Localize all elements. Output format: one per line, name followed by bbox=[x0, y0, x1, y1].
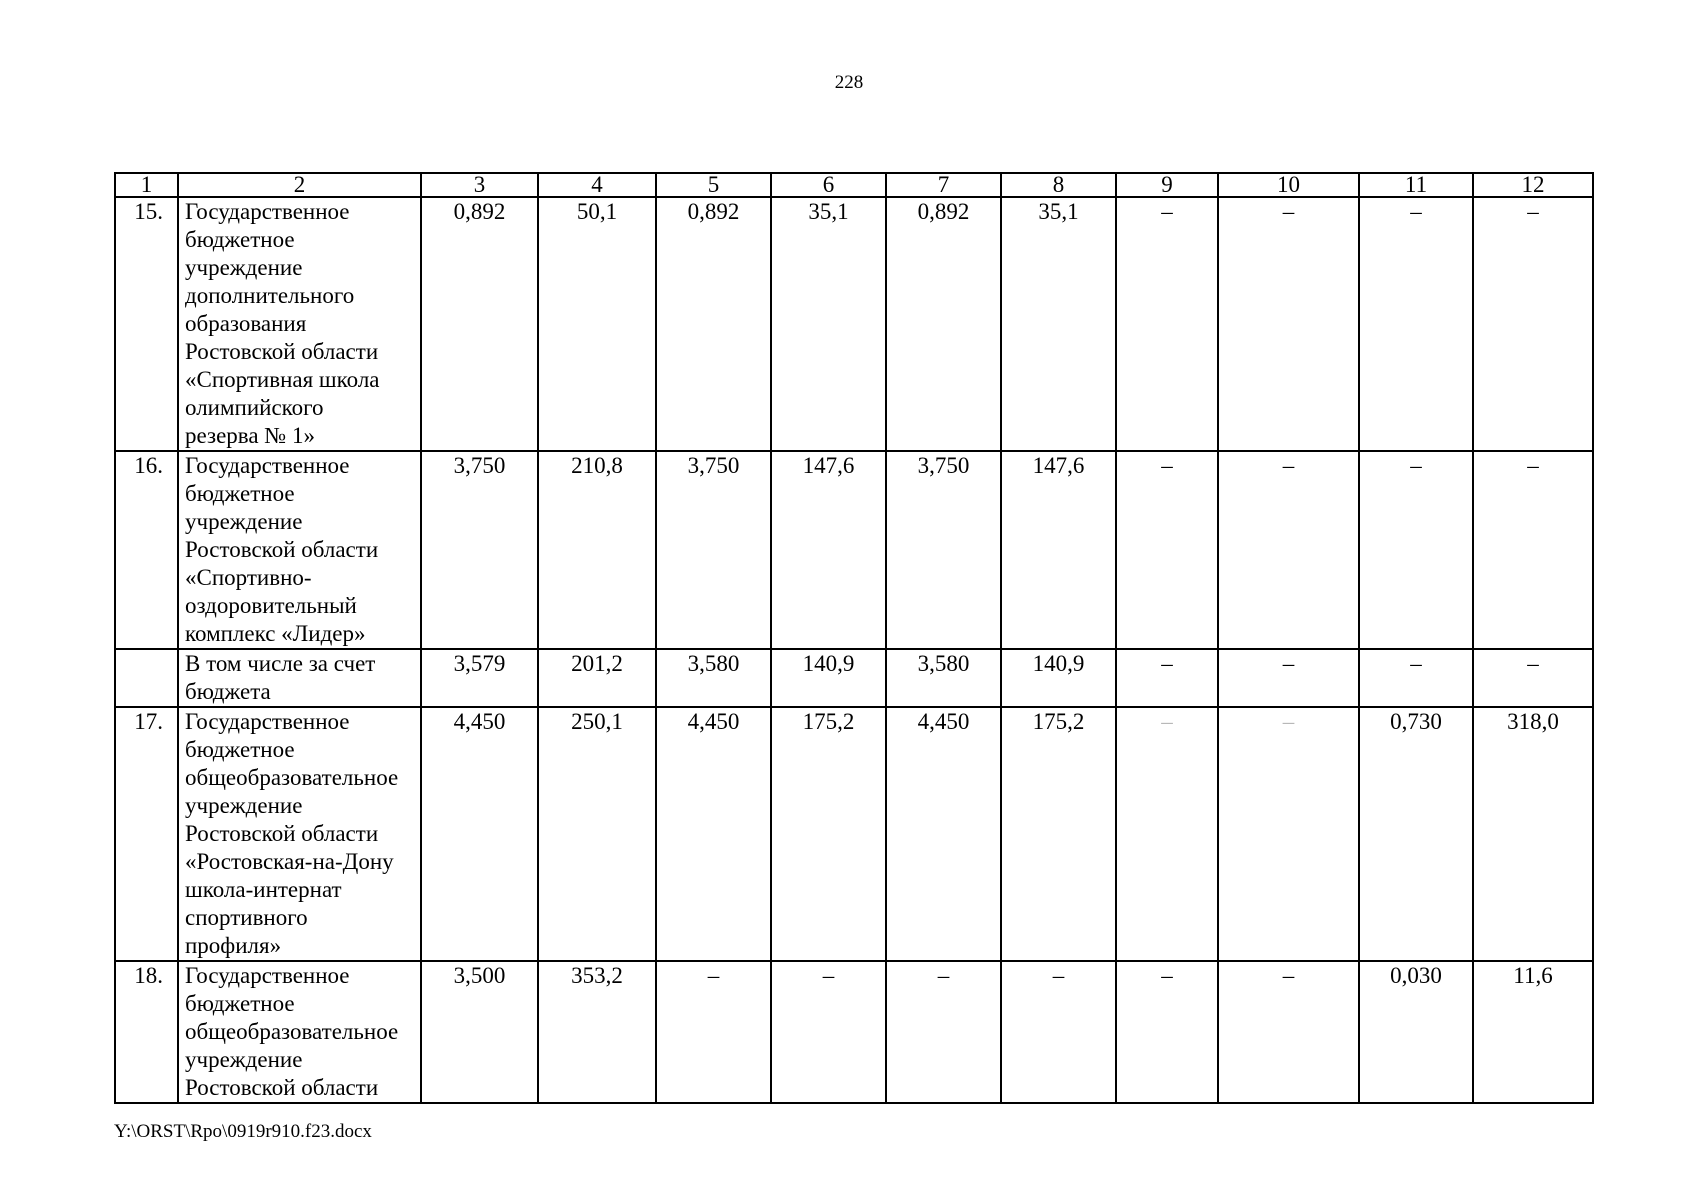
value-cell: 3,750 bbox=[421, 451, 538, 649]
value-cell: 250,1 bbox=[538, 707, 656, 961]
institution-name-line: комплекс «Лидер» bbox=[185, 621, 366, 646]
institution-name-line: бюджетное bbox=[185, 227, 295, 252]
value-cell: 147,6 bbox=[1001, 451, 1116, 649]
column-header: 3 bbox=[421, 173, 538, 197]
table-row bbox=[115, 707, 1593, 961]
column-header: 4 bbox=[538, 173, 656, 197]
institution-name-line: В том числе за счет bbox=[185, 651, 376, 676]
value-cell: – bbox=[886, 961, 1001, 1103]
value-cell: 11,6 bbox=[1473, 961, 1593, 1103]
table-body bbox=[115, 197, 1593, 1103]
institution-name-line: учреждение bbox=[185, 255, 303, 280]
footer-file-path: Y:\ORST\Rpo\0919r910.f23.docx bbox=[114, 1121, 372, 1142]
institution-name-line: бюджетное bbox=[185, 737, 295, 762]
institution-name-line: спортивного bbox=[185, 905, 308, 930]
value-cell: – bbox=[1218, 961, 1359, 1103]
value-cell: – bbox=[1359, 649, 1473, 707]
institution-name-line: дополнительного bbox=[185, 283, 355, 308]
value-cell: – bbox=[771, 961, 886, 1103]
column-header: 12 bbox=[1473, 173, 1593, 197]
value-cell: 353,2 bbox=[538, 961, 656, 1103]
value-cell: 4,450 bbox=[656, 707, 771, 961]
value-cell: 50,1 bbox=[538, 197, 656, 451]
institution-name bbox=[178, 707, 421, 961]
value-cell: 35,1 bbox=[1001, 197, 1116, 451]
table-row bbox=[115, 649, 1593, 707]
value-cell: 35,1 bbox=[771, 197, 886, 451]
institution-name-line: резерва № 1» bbox=[185, 423, 315, 448]
institution-name bbox=[178, 961, 421, 1103]
institution-name-line: бюджетное bbox=[185, 991, 295, 1016]
column-header: 2 bbox=[178, 173, 421, 197]
institution-name-line: учреждение bbox=[185, 509, 303, 534]
value-cell: – bbox=[1473, 649, 1593, 707]
value-cell: 318,0 bbox=[1473, 707, 1593, 961]
row-number: 17. bbox=[115, 707, 178, 961]
value-cell: 3,500 bbox=[421, 961, 538, 1103]
value-cell: 0,892 bbox=[656, 197, 771, 451]
institution-name-line: школа-интернат bbox=[185, 877, 342, 902]
value-cell: – bbox=[1359, 451, 1473, 649]
institution-name-line: образования bbox=[185, 311, 307, 336]
institution-name-line: профиля» bbox=[185, 933, 282, 958]
value-cell: 3,750 bbox=[886, 451, 1001, 649]
value-cell: 4,450 bbox=[886, 707, 1001, 961]
header-row bbox=[115, 173, 1593, 197]
value-cell: – bbox=[1116, 451, 1218, 649]
column-header: 6 bbox=[771, 173, 886, 197]
value-cell: 0,892 bbox=[421, 197, 538, 451]
value-cell: 0,030 bbox=[1359, 961, 1473, 1103]
institution-name-line: бюджета bbox=[185, 679, 271, 704]
column-header: 9 bbox=[1116, 173, 1218, 197]
institution-name-line: «Спортивная школа bbox=[185, 367, 380, 392]
table-row bbox=[115, 961, 1593, 1103]
column-header: 1 bbox=[115, 173, 178, 197]
value-cell: 3,579 bbox=[421, 649, 538, 707]
institution-name-line: общеобразовательное bbox=[185, 1019, 399, 1044]
value-cell: 140,9 bbox=[771, 649, 886, 707]
value-cell: 0,730 bbox=[1359, 707, 1473, 961]
value-cell: – bbox=[1359, 197, 1473, 451]
value-cell: – bbox=[1001, 961, 1116, 1103]
value-cell: – bbox=[1218, 451, 1359, 649]
value-cell: 4,450 bbox=[421, 707, 538, 961]
value-cell: – bbox=[1116, 961, 1218, 1103]
institution-name-line: Государственное bbox=[185, 453, 350, 478]
value-cell: 175,2 bbox=[771, 707, 886, 961]
institution-name bbox=[178, 649, 421, 707]
value-cell: 175,2 bbox=[1001, 707, 1116, 961]
table-row bbox=[115, 451, 1593, 649]
column-header: 7 bbox=[886, 173, 1001, 197]
value-cell: 3,580 bbox=[886, 649, 1001, 707]
institution-name-line: учреждение bbox=[185, 1047, 303, 1072]
row-number bbox=[115, 649, 178, 707]
value-cell: – bbox=[1116, 649, 1218, 707]
value-cell: – bbox=[1473, 451, 1593, 649]
institution-name-line: Ростовской области bbox=[185, 1075, 379, 1100]
institution-name-line: Государственное bbox=[185, 199, 350, 224]
value-cell: – bbox=[1218, 649, 1359, 707]
institution-name-line: олимпийского bbox=[185, 395, 324, 420]
column-header: 8 bbox=[1001, 173, 1116, 197]
value-cell: 3,750 bbox=[656, 451, 771, 649]
institution-name-line: Ростовской области bbox=[185, 821, 379, 846]
value-cell: – bbox=[1218, 707, 1359, 961]
value-cell: – bbox=[1473, 197, 1593, 451]
institution-name-line: оздоровительный bbox=[185, 593, 357, 618]
value-cell: 140,9 bbox=[1001, 649, 1116, 707]
institution-name-line: Ростовской области bbox=[185, 537, 379, 562]
column-header: 11 bbox=[1359, 173, 1473, 197]
row-number: 15. bbox=[115, 197, 178, 451]
data-table bbox=[114, 172, 1594, 1104]
table-row bbox=[115, 197, 1593, 451]
row-number: 16. bbox=[115, 451, 178, 649]
value-cell: 210,8 bbox=[538, 451, 656, 649]
value-cell: 147,6 bbox=[771, 451, 886, 649]
value-cell: – bbox=[1116, 197, 1218, 451]
institution-name bbox=[178, 451, 421, 649]
institution-name-line: Ростовской области bbox=[185, 339, 379, 364]
institution-name-line: Государственное bbox=[185, 963, 350, 988]
institution-name-line: бюджетное bbox=[185, 481, 295, 506]
value-cell: 3,580 bbox=[656, 649, 771, 707]
institution-name-line: учреждение bbox=[185, 793, 303, 818]
institution-name bbox=[178, 197, 421, 451]
value-cell: 201,2 bbox=[538, 649, 656, 707]
value-cell: – bbox=[1116, 707, 1218, 961]
value-cell: 0,892 bbox=[886, 197, 1001, 451]
row-number: 18. bbox=[115, 961, 178, 1103]
institution-name-line: Государственное bbox=[185, 709, 350, 734]
page-number: 228 bbox=[834, 72, 864, 93]
column-header: 10 bbox=[1218, 173, 1359, 197]
column-header: 5 bbox=[656, 173, 771, 197]
institution-name-line: «Спортивно- bbox=[185, 565, 312, 590]
institution-name-line: «Ростовская-на-Дону bbox=[185, 849, 394, 874]
value-cell: – bbox=[656, 961, 771, 1103]
institution-name-line: общеобразовательное bbox=[185, 765, 399, 790]
value-cell: – bbox=[1218, 197, 1359, 451]
